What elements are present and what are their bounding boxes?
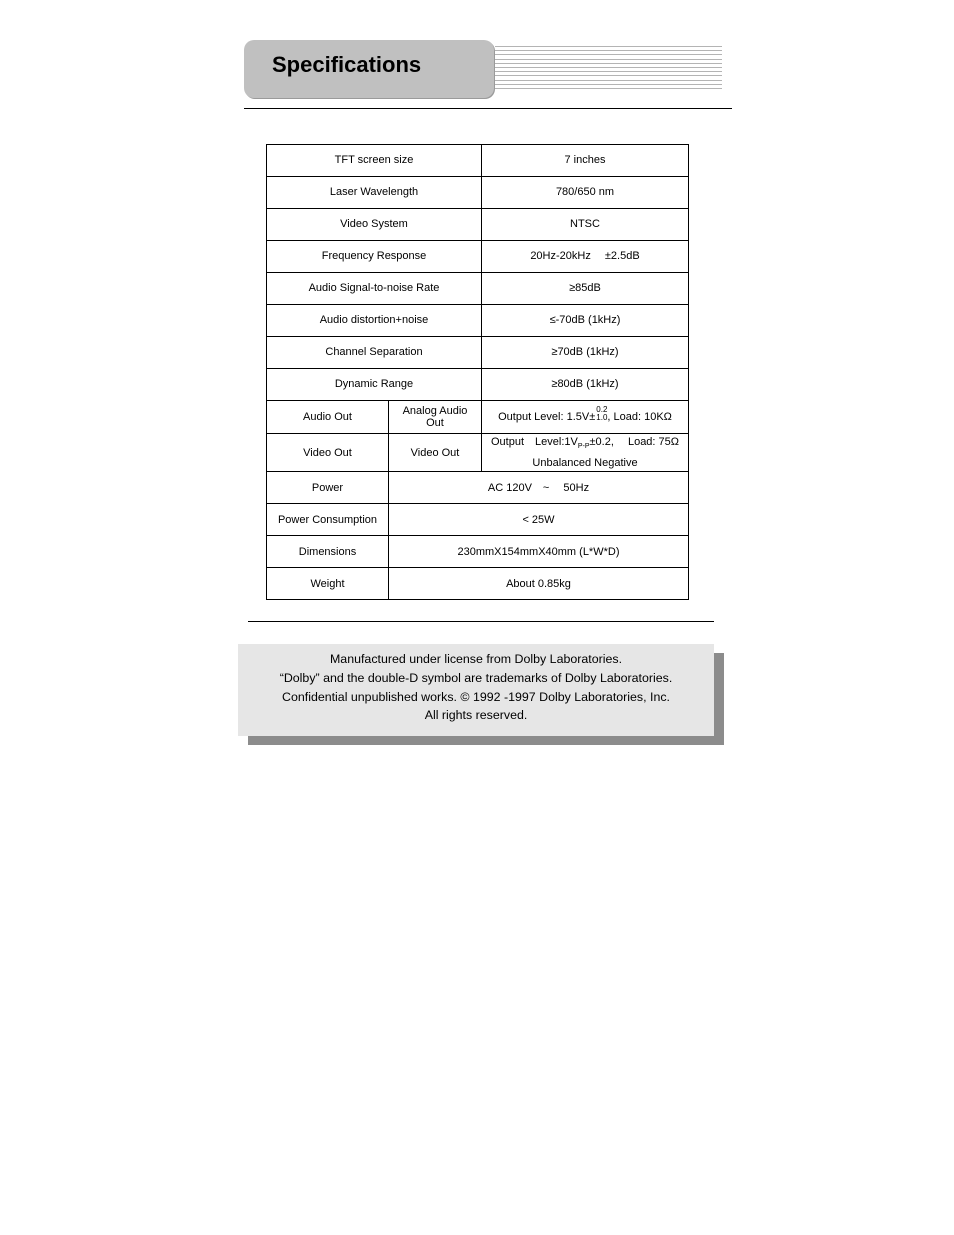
table-row: [267, 337, 689, 369]
video-out-line2: Unbalanced Negative: [532, 457, 638, 470]
spec-label: Power: [267, 472, 389, 504]
spec-sub-label: Video Out: [389, 434, 482, 472]
header-stripes: [495, 46, 722, 92]
video-out-prefix: Output Level:1V: [491, 436, 578, 448]
notice-line: Manufactured under license from Dolby Laboratories.: [329, 652, 623, 666]
spec-label: Video Out: [267, 434, 389, 472]
footer-divider: [248, 621, 714, 622]
notice-line: All rights reserved.: [424, 708, 528, 723]
spec-value: [482, 401, 689, 434]
spec-label: Weight: [267, 568, 389, 600]
spec-label: Audio distortion+noise: [267, 305, 482, 337]
video-out-suffix: ±0.2, Load: 75Ω: [589, 436, 679, 448]
spec-table: [266, 144, 689, 600]
notice-line: Confidential unpublished works. © 1992 -1997 Dolby Laboratories, Inc.: [282, 689, 670, 704]
spec-value: < 25W: [389, 504, 689, 536]
tolerance-stack: [596, 406, 607, 422]
spec-label: Dimensions: [267, 536, 389, 568]
spec-value: 230mmX154mmX40mm (L*W*D): [389, 536, 689, 568]
spec-label: Power Consumption: [267, 504, 389, 536]
header-divider: [244, 108, 732, 109]
table-row: [267, 145, 689, 177]
spec-label: Dynamic Range: [267, 369, 482, 401]
spec-value: [482, 434, 689, 472]
header-tab: [244, 40, 494, 98]
table-row-audio-out: [267, 401, 689, 434]
spec-value: 20Hz-20kHz ±2.5dB: [482, 241, 689, 273]
spec-label: Frequency Response: [267, 241, 482, 273]
spec-label: TFT screen size: [267, 145, 482, 177]
table-row: [267, 209, 689, 241]
table-row: [267, 177, 689, 209]
tolerance-minus: 1.0: [596, 413, 608, 423]
spec-value: AC 120V ~ 50Hz: [389, 472, 689, 504]
spec-label: Laser Wavelength: [267, 177, 482, 209]
notice-line: “Dolby” and the double-D symbol are trademarks of Dolby Laboratories.: [279, 670, 673, 685]
page-title: Specifications: [272, 52, 422, 77]
table-row: [267, 241, 689, 273]
spec-label: Audio Signal-to-noise Rate: [267, 273, 482, 305]
spec-sub-label: Analog Audio Out: [389, 401, 482, 434]
audio-out-prefix: Output Level: 1.5V±: [498, 410, 596, 423]
spec-value: ≤-70dB (1kHz): [482, 305, 689, 337]
video-out-line1: [486, 434, 684, 455]
spec-value: 780/650 nm: [482, 177, 689, 209]
table-row: [267, 369, 689, 401]
table-row: [267, 504, 689, 536]
table-row: [267, 273, 689, 305]
audio-out-suffix: , Load: 10KΩ: [607, 410, 672, 423]
table-row: [267, 305, 689, 337]
table-row: [267, 472, 689, 504]
table-row: [267, 536, 689, 568]
spec-value: 7 inches: [482, 145, 689, 177]
dolby-notice: [238, 644, 714, 736]
spec-value: ≥85dB: [482, 273, 689, 305]
spec-label: Channel Separation: [267, 337, 482, 369]
video-out-sub: P-P: [577, 443, 590, 451]
spec-label: Video System: [267, 209, 482, 241]
spec-value: ≥70dB (1kHz): [482, 337, 689, 369]
spec-value: ≥80dB (1kHz): [482, 369, 689, 401]
spec-value: NTSC: [482, 209, 689, 241]
table-row-video-out: [267, 434, 689, 472]
tolerance-plus: 0.2: [596, 405, 608, 415]
spec-value: About 0.85kg: [389, 568, 689, 600]
table-row: [267, 568, 689, 600]
spec-label: Audio Out: [267, 401, 389, 434]
